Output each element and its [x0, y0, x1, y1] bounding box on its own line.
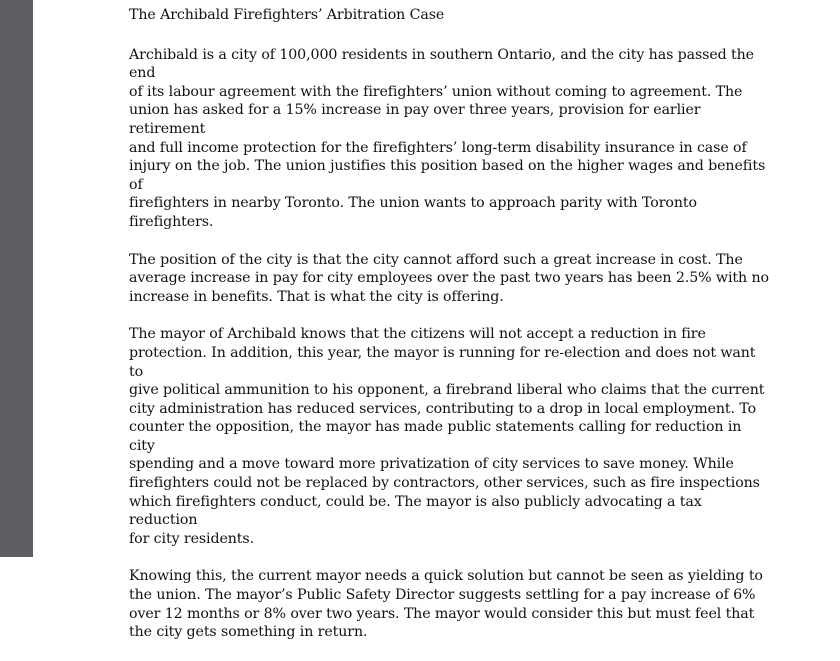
- paragraph-city-position: The position of the city is that the city cannot afford such a great increase in cost. The average increase in pay for city employees over the past two years has been 2.5% with no increase in benefits. That is what the city is offering.: [129, 251, 769, 305]
- document-content: [129, 6, 769, 661]
- document-page[interactable]: [33, 0, 840, 641]
- document-title: The Archibald Firefighters’ Arbitration Case: [129, 7, 445, 23]
- viewer-left-margin: [0, 0, 33, 557]
- paragraph-proposed-solution: Knowing this, the current mayor needs a quick solution but cannot be seen as yielding to the union. The mayor’s Public Safety Director suggests settling for a pay increase of 6% over 12 months or 8% over two years. The mayor would consider this but must feel that the city gets something in return.: [129, 568, 763, 641]
- paragraph-mayor-situation: The mayor of Archibald knows that the citizens will not accept a reduction in fire protection. In addition, this year, the mayor is running for re-election and does not want to give political ammunition to his opponent, a firebrand liberal who claims that the current city administration has reduced services, contributing to a drop in local employment. To counter the opposition, the mayor has made public statements calling for reduction in city spending and a move toward more privatization of city services to save money. While firefighters could not be replaced by contractors, other services, such as fire inspections which firefighters conduct, could be. The mayor is also publicly advocating a tax reduction for city residents.: [129, 326, 765, 547]
- paragraph-background: Archibald is a city of 100,000 residents in southern Ontario, and the city has passed the end of its labour agreement with the firefighters’ union without coming to agreement. The union has asked for a 15% increase in pay over three years, provision for earlier retirement and full income protection for the firefighters’ long-term disability insurance in case of injury on the job. The union justifies this position based on the higher wages and benefits of firefighters in nearby Toronto. The union wants to approach parity with Toronto firefighters.: [129, 46, 766, 230]
